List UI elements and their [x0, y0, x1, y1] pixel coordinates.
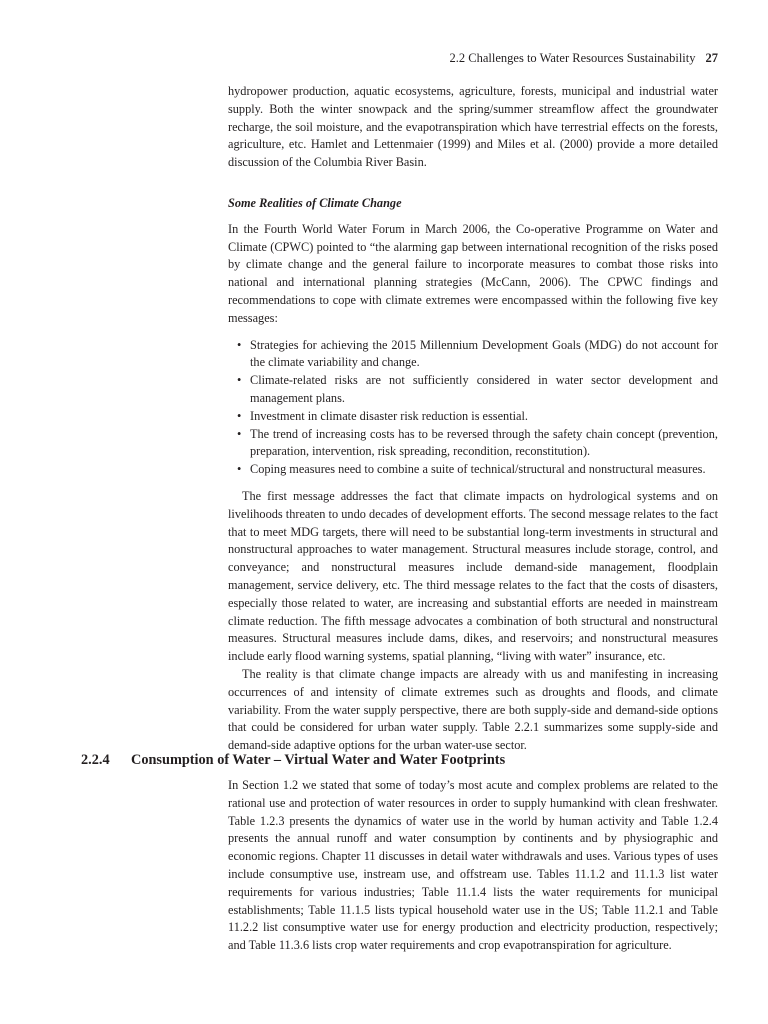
list-item — [228, 461, 718, 479]
climate-subheading: Some Realities of Climate Change — [228, 196, 402, 210]
climate-paragraph: In the Fourth World Water Forum in March 2006, the Co-operative Programme on Water and Climate (CPWC) pointed to “the alarming gap between international recognition of the risks posed by climate change and the general failure to incorporate measures to combat those risks into national and international planning strategies (McCann, 2006). The CPWC findings and recommendations to cope with climate extremes were encompassed within the following five key messages: — [228, 221, 718, 325]
bullet-icon: • — [237, 462, 242, 477]
bullet-icon: • — [237, 426, 242, 441]
list-item-text: Climate-related risks are not sufficiently considered in water sector development and management plans. — [250, 373, 718, 405]
list-item-text: Investment in climate disaster risk reduction is essential. — [250, 408, 528, 423]
section-224-paragraph: In Section 1.2 we stated that some of today’s most acute and complex problems are related to the rational use and protection of water resources in order to supply humankind with clean freshwater. Table 1.2.3 presents the dynamics of water use in the world by human activity and Table 1.2.4 presents the annual runoff and water consumption by continents and by physiographic and economic regions. Chapter 11 discusses in detail water withdrawals and uses. Various types of uses include consumptive use, instream use, and offstream use. Tables 11.1.2 and 11.1.3 list water requirements for various industries; Table 11.1.4 lists the water requirements for municipal establishments; Table 11.1.5 lists typical household water use in the US; Table 11.2.1 and Table 11.2.2 list consumptive water use for energy production and electricity production, respectively; and Table 11.3.6 lists crop water requirements and crop evapotranspiration for agriculture. — [228, 778, 718, 953]
section-title: Consumption of Water – Virtual Water and Water Footprints — [131, 752, 506, 768]
bullet-icon: • — [237, 373, 242, 388]
climate-paragraph-3: The reality is that climate change impacts are already with us and manifesting in increasing occurrences of and intensity of climate extremes such as droughts and floods, and climate variability. From the water supply perspective, there are both supply-side and demand-side options that could be considered for urban water supply. Table 2.2.1 summarizes some supply-side and demand-side adaptive options for the urban water-use sector. — [228, 666, 718, 753]
bullet-icon: • — [237, 408, 242, 423]
climate-section — [228, 195, 718, 755]
section-224-block — [228, 777, 718, 955]
section-number: 2.2.4 — [81, 752, 110, 768]
section-heading — [81, 750, 721, 770]
running-head — [228, 50, 718, 66]
intro-paragraph: hydropower production, aquatic ecosystems, agriculture, forests, municipal and industrial water supply. Both the winter snowpack and the spring/summer streamflow affect the groundwater recharge, the soil moisture, and the evapotranspiration which have terrestrial effects on the forests, agriculture, etc. Hamlet and Lettenmaier (1999) and Miles et al. (2000) provide a more detailed discussion of the Columbia River Basin. — [228, 84, 718, 170]
list-item — [228, 426, 718, 462]
running-title: 2.2 Challenges to Water Resources Sustainability — [449, 51, 696, 65]
list-item-text: Strategies for achieving the 2015 Millennium Development Goals (MDG) do not account for the climate variability and change. — [250, 337, 718, 370]
climate-paragraph-2: The first message addresses the fact that climate impacts on hydrological systems and on livelihoods threaten to undo decades of development efforts. The second message relates to the fact that to meet MDG targets, there will need to be substantial long-term investments in structural and nonstructural approaches to water management. Structural measures include storage, control, and conveyance; and nonstructural measures include demand-side management, floodplain management, service delivery, etc. The third message relates to the fact that the costs of disasters, especially those related to water, are increasing and substantial efforts are needed in mainstream climate reduction. The fifth message advocates a combination of both structural and nonstructural measures. Structural measures include dams, dikes, and reservoirs; and nonstructural measures include early flood warning systems, spatial planning, “living with water” insurance, etc. — [228, 488, 718, 664]
list-item — [228, 372, 718, 408]
bullet-icon: • — [237, 337, 242, 352]
intro-block — [228, 83, 718, 172]
key-messages-list — [228, 337, 718, 479]
list-item — [228, 408, 718, 426]
list-item-text: Coping measures need to combine a suite of technical/structural and nonstructural measures. — [250, 462, 706, 477]
page-number: 27 — [705, 51, 718, 65]
list-item — [228, 337, 718, 373]
list-item-text: The trend of increasing costs has to be reversed through the safety chain concept (prevention, preparation, intervention, risk spreading, recondition, reconstitution). — [250, 426, 718, 459]
